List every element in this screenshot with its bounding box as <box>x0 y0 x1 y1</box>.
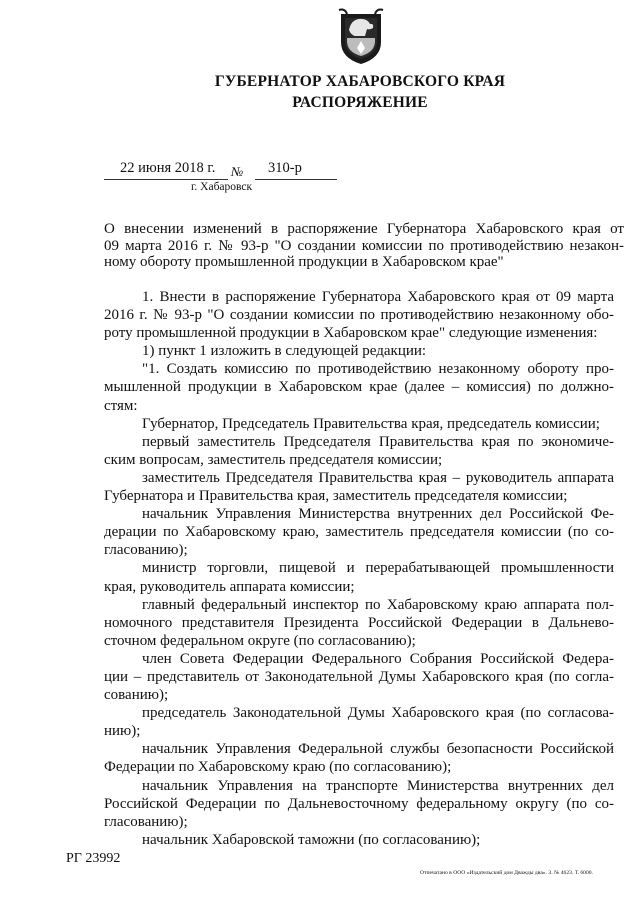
body-line: сованию); <box>104 687 169 704</box>
body-line: Губернатора и Правительства края, заместитель председателя комиссии; <box>104 488 568 505</box>
place-of-signing: г. Хабаровск <box>191 181 253 193</box>
subject-line: О внесении изменений в распоряжение Губернатора Хабаровского края от <box>104 221 624 237</box>
body-line: номочного представителя Президента Российской Федерации в Дальнево- <box>104 614 614 631</box>
registration-code: РГ 23992 <box>66 851 121 866</box>
date-underline <box>104 179 228 180</box>
document-body <box>104 288 614 849</box>
body-line: начальник Управления Федеральной службы безопасности Российской <box>142 741 614 758</box>
body-line: начальник Управления Министерства внутренних дел Российской Фе- <box>142 506 614 523</box>
body-line: ским вопросам, заместитель председателя комиссии; <box>104 451 443 468</box>
body-line: дерации по Хабаровскому краю, заместитель председателя комиссии (по со- <box>104 524 614 541</box>
document-number: 310-р <box>268 160 302 176</box>
document-date: 22 июня 2018 г. <box>120 160 216 176</box>
body-line: начальник Хабаровской таможни (по согласованию); <box>142 831 481 848</box>
body-line: сточном федеральном округе (по согласованию); <box>104 632 416 649</box>
body-line: гласованию); <box>104 542 188 559</box>
body-line: министр торговли, пищевой и перерабатывающей промышленности <box>142 560 614 577</box>
body-line: член Совета Федерации Федерального Собрания Российской Федера- <box>142 650 614 667</box>
body-line: первый заместитель Председателя Правительства края по экономиче- <box>142 433 614 450</box>
printer-imprint: Отпечатано в ООО «Издательский дом Дважды два». З. № 4623. Т. 6000. <box>420 870 593 876</box>
document-subject <box>104 221 624 271</box>
body-line: края, руководитель аппарата комиссии; <box>104 578 355 595</box>
body-line: 1) пункт 1 изложить в следующей редакции: <box>142 343 427 360</box>
body-line: начальник Управления на транспорте Министерства внутренних дел <box>142 777 614 794</box>
body-line: роту промышленной продукции в Хабаровском крае" следующие изменения: <box>104 325 598 342</box>
body-line: стям: <box>104 397 138 414</box>
body-line: заместитель Председателя Правительства края – руководитель аппарата <box>142 469 614 486</box>
body-line: "1. Создать комиссию по противодействию незаконному обороту про- <box>142 361 614 378</box>
body-line: Федерации по Хабаровскому краю (по согласованию); <box>104 759 452 776</box>
subject-line: ному обороту промышленной продукции в Хабаровском крае" <box>104 254 504 270</box>
document-type: РАСПОРЯЖЕНИЕ <box>292 94 428 111</box>
body-line: нию); <box>104 723 141 740</box>
number-underline <box>255 179 337 180</box>
issuer-title: ГУБЕРНАТОР ХАБАРОВСКОГО КРАЯ <box>214 73 506 90</box>
body-line: председатель Законодательной Думы Хабаровского края (по согласова- <box>142 705 614 722</box>
body-line: мышленной продукции в Хабаровском крае (далее – комиссия) по должно- <box>104 379 614 396</box>
body-line: Губернатор, Председатель Правительства края, председатель комиссии; <box>142 415 600 432</box>
coat-of-arms-icon <box>337 8 385 66</box>
body-line: 2016 г. № 93-р "О создании комиссии по противодействию незаконному обо- <box>104 307 614 324</box>
body-line: Российской Федерации по Дальневосточному федеральному округу (по со- <box>104 795 614 812</box>
subject-line: 09 марта 2016 г. № 93-р "О создании комиссии по противодействию незакон- <box>104 237 624 254</box>
body-line: ции – представитель от Законодательной Думы Хабаровского края (по согла- <box>104 668 614 685</box>
number-label: № <box>231 164 244 179</box>
body-line: гласованию); <box>104 813 188 830</box>
body-line: 1. Внести в распоряжение Губернатора Хабаровского края от 09 марта <box>142 289 614 305</box>
body-line: главный федеральный инспектор по Хабаровскому краю аппарата пол- <box>142 596 614 613</box>
